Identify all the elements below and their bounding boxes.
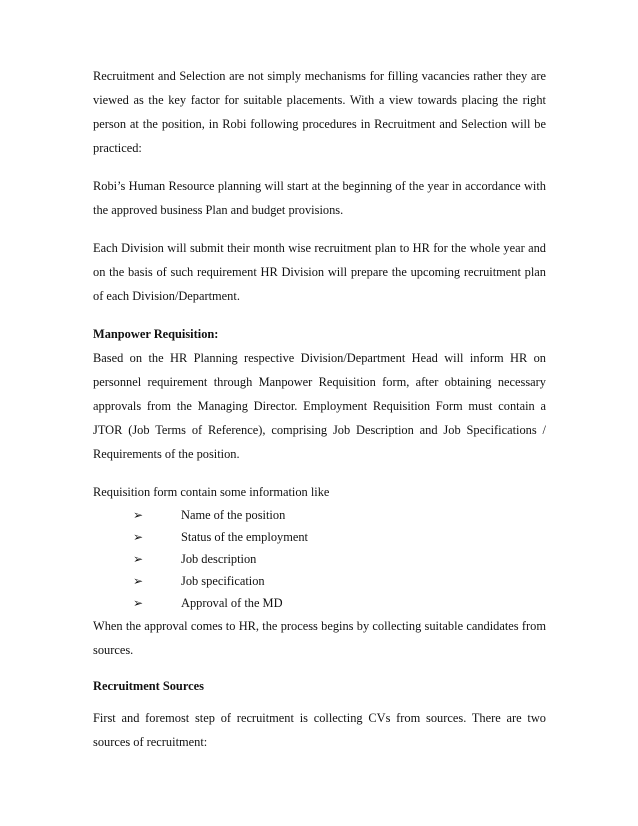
intro-paragraph: Recruitment and Selection are not simply mechanisms for filling vacancies rather they are viewed as the key factor for suitable placements. With a view towards placing the right person at the position, in Robi following procedures in Recruitment and Selection will be practiced: [93, 69, 546, 155]
requisition-intro: Requisition form contain some information like [93, 485, 330, 499]
hr-planning-paragraph: Robi’s Human Resource planning will start at the beginning of the year in accordance with the approved business Plan and budget provisions. [93, 179, 546, 217]
recruitment-sources-body: First and foremost step of recruitment is collecting CVs from sources. There are two sources of recruitment: [93, 711, 546, 749]
list-item-text: Approval of the MD [181, 596, 283, 610]
division-plan-paragraph: Each Division will submit their month wise recruitment plan to HR for the whole year and on the basis of such requirement HR Division will prepare the upcoming recruitment plan of each Division/Department. [93, 241, 546, 303]
requisition-items-list [93, 504, 546, 614]
list-item-text: Name of the position [181, 508, 286, 522]
arrowhead-bullet-icon: ➢ [133, 508, 144, 522]
list-item [93, 592, 546, 614]
recruitment-sources-heading: Recruitment Sources [93, 679, 204, 693]
list-item [93, 526, 546, 548]
list-item [93, 504, 546, 526]
approval-paragraph: When the approval comes to HR, the process begins by collecting suitable candidates from sources. [93, 619, 546, 657]
list-item-text: Job description [181, 552, 257, 566]
manpower-requisition-body: Based on the HR Planning respective Division/Department Head will inform HR on personnel requirement through Manpower Requisition form, after obtaining necessary approvals from the Managing Director. Employment Requisition Form must contain a JTOR (Job Terms of Reference), comprising Job Description and Job Specifications / Requirements of the position. [93, 351, 546, 461]
manpower-requisition-heading: Manpower Requisition: [93, 327, 219, 341]
list-item-text: Status of the employment [181, 530, 308, 544]
arrowhead-bullet-icon: ➢ [133, 530, 144, 544]
list-item-text: Job specification [181, 574, 265, 588]
document-page [93, 64, 546, 754]
list-item [93, 570, 546, 592]
arrowhead-bullet-icon: ➢ [133, 596, 144, 610]
arrowhead-bullet-icon: ➢ [133, 574, 144, 588]
list-item [93, 548, 546, 570]
arrowhead-bullet-icon: ➢ [133, 552, 144, 566]
